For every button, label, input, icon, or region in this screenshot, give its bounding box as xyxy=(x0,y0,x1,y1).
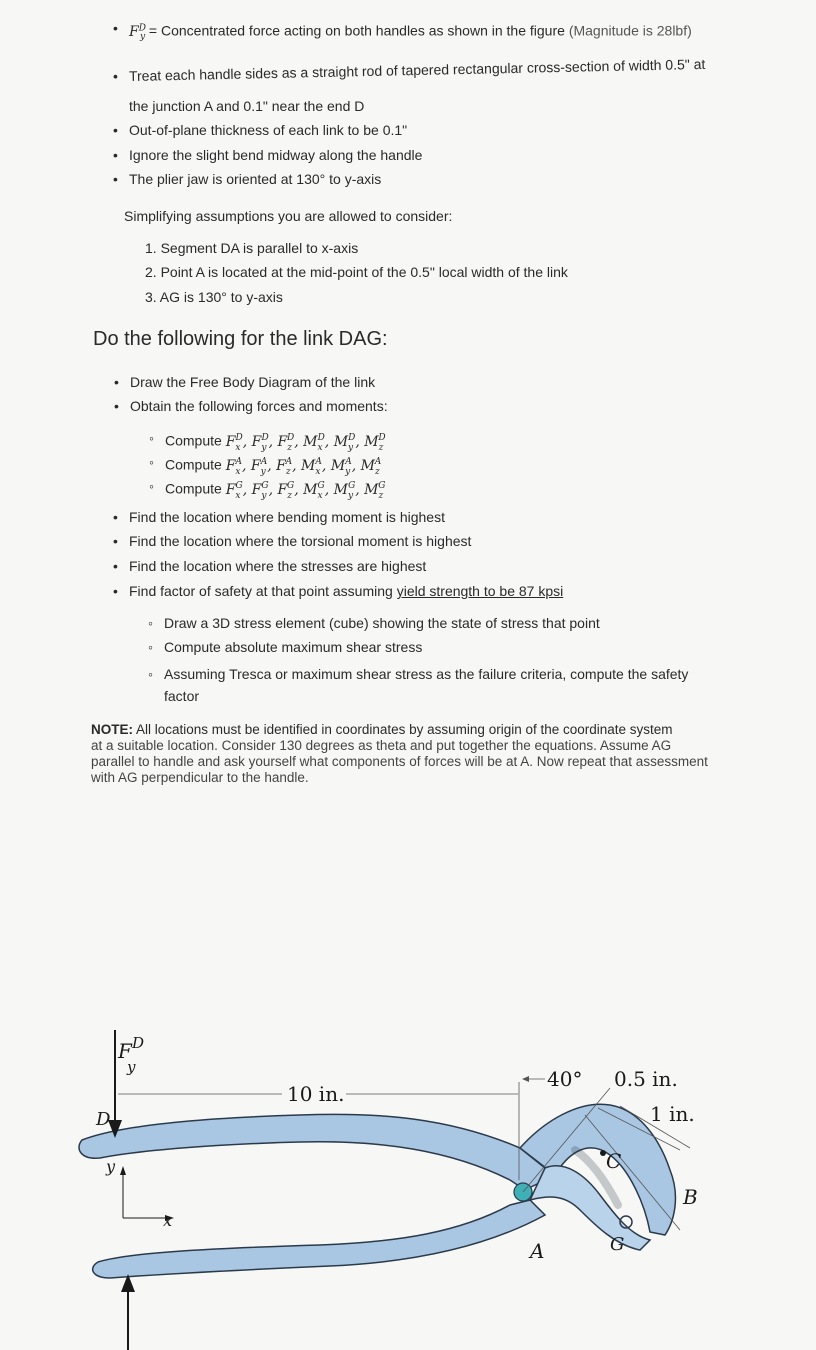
compute-formula-G: $F_x^G$, $F_y^G$, $F_z^G$, $M_x^G$, $M_y^G$, $M_z^G$ xyxy=(225,481,386,501)
bullet-text: Find the location where bending moment is highest xyxy=(129,509,445,525)
force-label: F xyxy=(118,1039,132,1063)
bullet-force-definition xyxy=(129,19,692,46)
point-C-label: C xyxy=(606,1149,622,1173)
force-magnitude: (Magnitude is 28lbf) xyxy=(568,22,692,39)
bullet-text: The plier jaw is oriented at 130° to y-axis xyxy=(129,171,382,187)
bullet-obtain-forces xyxy=(130,397,388,415)
bullet-factor-of-safety xyxy=(129,582,563,600)
bullet-stresses xyxy=(129,557,426,575)
lower-handle xyxy=(93,1200,545,1278)
compute-label: Compute xyxy=(165,456,226,473)
compute-label: Compute xyxy=(165,432,226,449)
simplifying-item-2: 2. Point A is located at the mid-point of the 0.5" local width of the link xyxy=(145,264,568,280)
bullet-text: Find the location where the stresses are highest xyxy=(129,558,427,574)
sub-item-text: Draw a 3D stress element (cube) showing the state of stress that point xyxy=(164,615,600,631)
bullet-torsional-moment xyxy=(129,532,471,550)
bullet-tapered-rod xyxy=(129,55,706,85)
sub-item-text: factor xyxy=(164,688,200,704)
force-symbol: $F^D_y$ xyxy=(129,23,146,43)
bullet-tapered-rod-cont xyxy=(129,97,364,115)
axis-y-label: y xyxy=(106,1157,116,1176)
note-line-3: parallel to handle and ask yourself what components of forces will be at A. Now repeat that assessment xyxy=(91,754,708,769)
sub-item-text: Compute absolute maximum shear stress xyxy=(164,639,423,655)
bullet-bending-moment xyxy=(129,508,445,526)
bullet-fbd xyxy=(130,373,375,391)
bullet-thickness xyxy=(129,121,407,139)
point-D-label: D xyxy=(96,1109,111,1130)
note-label: NOTE: xyxy=(91,722,133,737)
y-axis-arrow xyxy=(120,1166,126,1175)
sub-item-text: Assuming Tresca or maximum shear stress as the failure criteria, compute the safety xyxy=(164,666,689,682)
sub-item-tresca-cont xyxy=(164,687,199,705)
sub-item-shear-stress xyxy=(164,638,422,656)
bullet-text: Find the location where the torsional moment is highest xyxy=(129,533,472,549)
force-definition-text: = Concentrated force acting on both handles as shown in the figure xyxy=(148,22,565,39)
note-line-4: with AG perpendicular to the handle. xyxy=(91,770,309,785)
task-heading: Do the following for the link DAG: xyxy=(93,328,388,350)
yield-strength-text: yield strength to be 87 kpsi xyxy=(396,583,564,599)
bullet-text: the junction A and 0.1" near the end D xyxy=(129,98,365,114)
simplifying-item-3: 3. AG is 130° to y-axis xyxy=(145,289,283,305)
bullet-jaw-orientation xyxy=(129,170,381,188)
angle-40-arrowhead xyxy=(522,1076,529,1082)
upper-handle xyxy=(79,1114,555,1190)
axis-x-label: x xyxy=(163,1211,173,1230)
dim-10-label: 10 in. xyxy=(287,1082,345,1106)
compute-formula-A: $F_x^A$, $F_y^A$, $F_z^A$, $M_x^A$, $M_y^A$, $M_z^A$ xyxy=(225,457,382,477)
dim-05-label: 0.5 in. xyxy=(614,1067,678,1091)
point-B-label: B xyxy=(683,1185,698,1209)
compute-label: Compute xyxy=(165,480,226,497)
sub-item-tresca xyxy=(164,665,688,683)
bullet-text: Ignore the slight bend midway along the handle xyxy=(129,147,423,163)
note-line-2: at a suitable location. Consider 130 degrees as theta and put together the equations. Assume AG xyxy=(91,738,672,753)
compute-item-G xyxy=(165,477,385,504)
bullet-text: Find factor of safety at that point assuming xyxy=(129,583,397,599)
note-block xyxy=(91,722,741,786)
bullet-text: Out-of-plane thickness of each link to be 0.1" xyxy=(129,122,408,138)
force-label-sup: D xyxy=(132,1034,145,1052)
dim-1-label: 1 in. xyxy=(650,1102,695,1126)
simplifying-item-1: 1. Segment DA is parallel to x-axis xyxy=(145,240,359,256)
angle-40-label: 40° xyxy=(547,1067,583,1091)
simplifying-title: Simplifying assumptions you are allowed to consider: xyxy=(124,208,453,224)
sub-item-stress-element xyxy=(164,614,600,632)
point-G-label: G xyxy=(610,1234,625,1255)
point-A-label: A xyxy=(530,1239,545,1263)
bullet-ignore-bend xyxy=(129,146,422,164)
plier-figure xyxy=(0,1000,816,1350)
note-line-1: All locations must be identified in coordinates by assuming origin of the coordinate system xyxy=(133,722,673,737)
force-label-sub: y xyxy=(127,1058,136,1076)
bullet-text: Obtain the following forces and moments: xyxy=(130,398,388,414)
bullet-text: Draw the Free Body Diagram of the link xyxy=(130,374,376,390)
compute-formula-D: $F_x^D$, $F_y^D$, $F_z^D$, $M_x^D$, $M_y^D$, $M_z^D$ xyxy=(225,433,386,453)
bullet-text: Treat each handle sides as a straight rod of tapered rectangular cross-section of width 0.5" at xyxy=(128,55,706,84)
